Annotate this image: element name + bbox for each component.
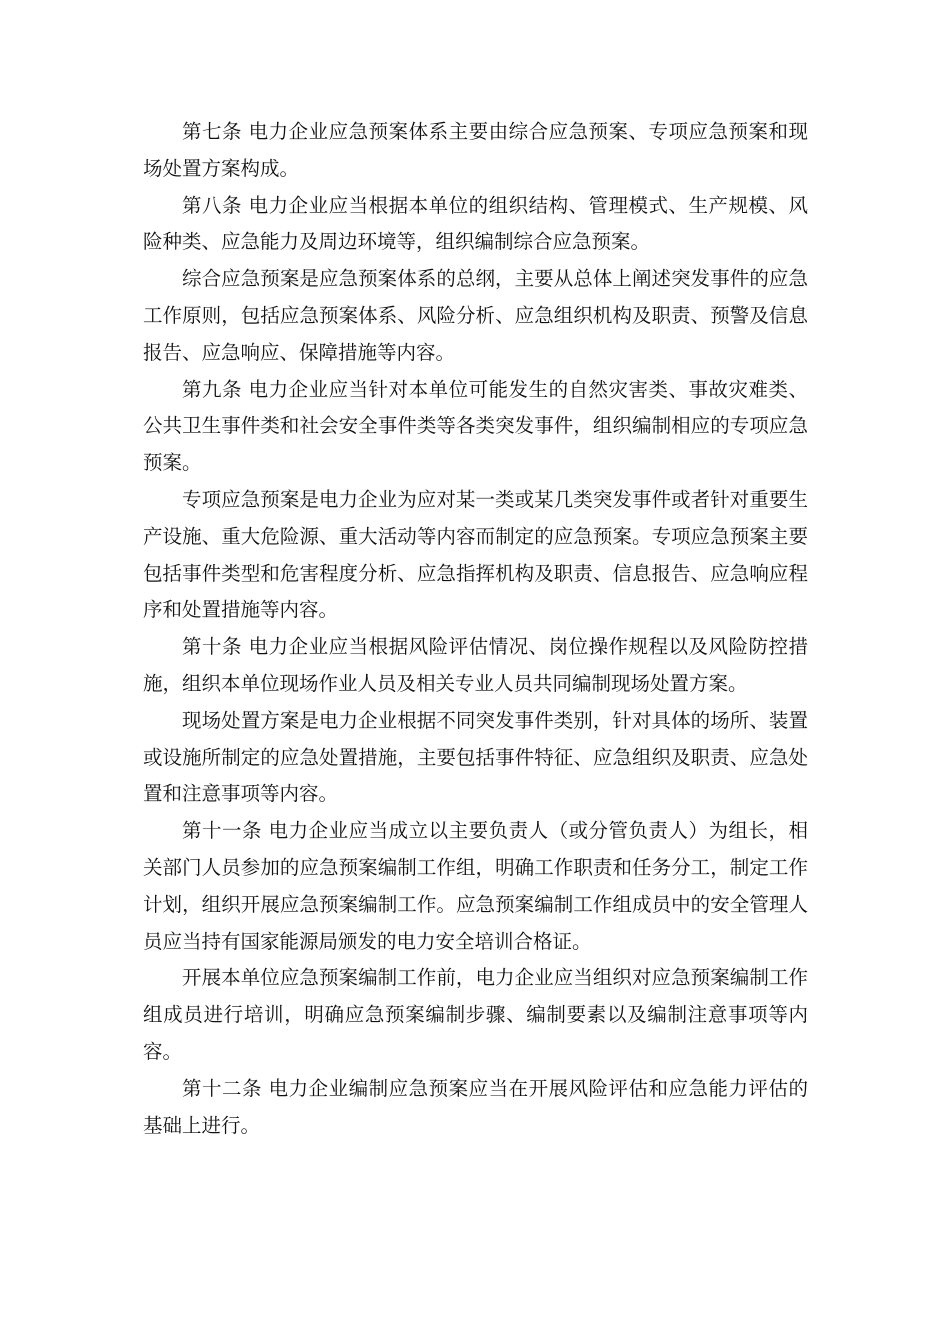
paragraph-training: 开展本单位应急预案编制工作前，电力企业应当组织对应急预案编制工作组成员进行培训，明确应急预案编制步骤、编制要素以及编制注意事项等内容。 — [143, 966, 808, 1063]
paragraph-article-8: 第八条 电力企业应当根据本单位的组织结构、管理模式、生产规模、风险种类、应急能力及周边环境等，组织编制综合应急预案。 — [143, 193, 808, 254]
paragraph-article-11: 第十一条 电力企业应当成立以主要负责人（或分管负责人）为组长，相关部门人员参加的应急预案编制工作组，明确工作职责和任务分工，制定工作计划，组织开展应急预案编制工作。应急预案编制工作组成员中的安全管理人员应当持有国家能源局颁发的电力安全培训合格证。 — [143, 819, 808, 953]
paragraph-comprehensive-plan: 综合应急预案是应急预案体系的总纲，主要从总体上阐述突发事件的应急工作原则，包括应急预案体系、风险分析、应急组织机构及职责、预警及信息报告、应急响应、保障措施等内容。 — [143, 267, 808, 364]
paragraph-article-7: 第七条 电力企业应急预案体系主要由综合应急预案、专项应急预案和现场处置方案构成。 — [143, 120, 808, 180]
paragraph-special-plan: 专项应急预案是电力企业为应对某一类或某几类突发事件或者针对重要生产设施、重大危险源、重大活动等内容而制定的应急预案。专项应急预案主要包括事件类型和危害程度分析、应急指挥机构及职责、信息报告、应急响应程序和处置措施等内容。 — [143, 487, 808, 622]
paragraph-article-10: 第十条 电力企业应当根据风险评估情况、岗位操作规程以及风险防控措施，组织本单位现场作业人员及相关专业人员共同编制现场处置方案。 — [143, 635, 808, 695]
paragraph-article-9: 第九条 电力企业应当针对本单位可能发生的自然灾害类、事故灾难类、公共卫生事件类和社会安全事件类等各类突发事件，组织编制相应的专项应急预案。 — [143, 377, 808, 475]
document-body — [143, 114, 808, 1144]
paragraph-article-12: 第十二条 电力企业编制应急预案应当在开展风险评估和应急能力评估的基础上进行。 — [143, 1076, 808, 1137]
paragraph-onsite-plan: 现场处置方案是电力企业根据不同突发事件类别，针对具体的场所、装置或设施所制定的应急处置措施，主要包括事件特征、应急组织及职责、应急处置和注意事项等内容。 — [143, 708, 808, 806]
